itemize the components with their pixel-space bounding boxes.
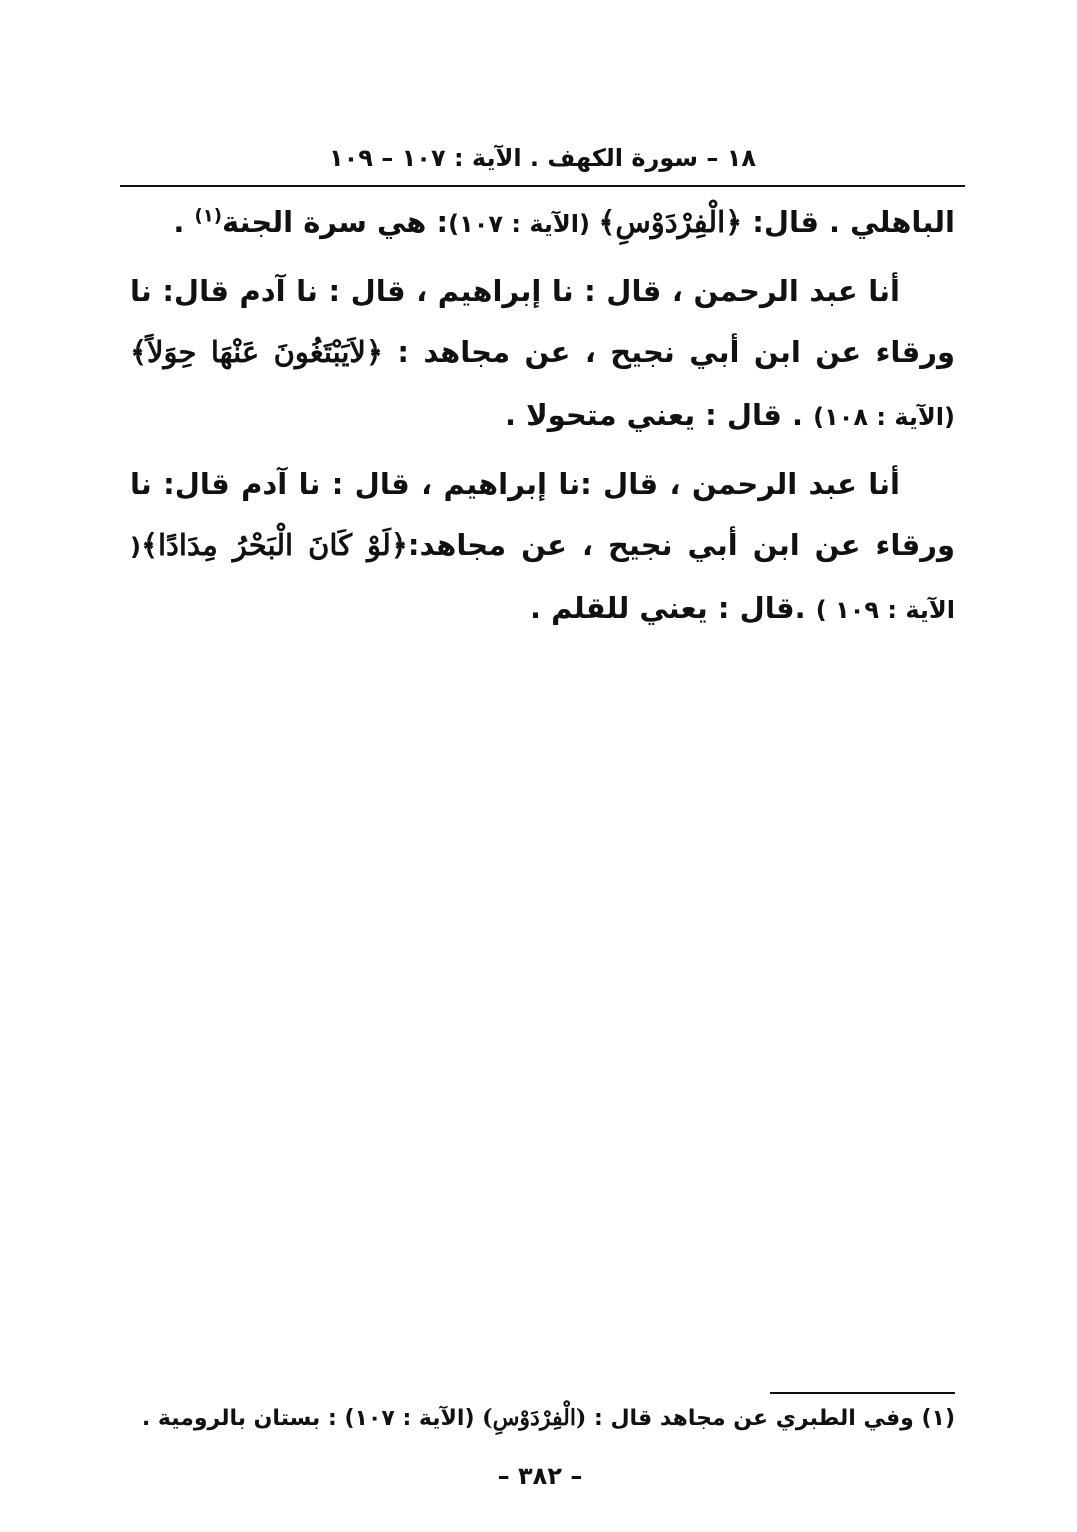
- paragraph-2-gloss: . قال : يعني متحولا .: [504, 398, 814, 432]
- verse-reference-109: ( الآية : ١٠٩ ): [130, 533, 955, 624]
- footnote-marker: (١): [194, 205, 222, 227]
- footnote-rule: [770, 1392, 955, 1394]
- footnote-verse-reference: (الآية : ١٠٧): [344, 1406, 483, 1431]
- quran-quote-firdaws: ﴿الْفِرْدَوْسِ﴾: [598, 205, 743, 239]
- paragraph-1-gloss: : هي سرة الجنة: [221, 205, 449, 239]
- quran-quote-hiwala: ﴿لاَيَبْتَغُونَ عَنْهَا حِوَلاً﴾: [130, 335, 383, 369]
- paragraph-1-end: .: [173, 205, 185, 239]
- running-title: ١٨ – سورة الكهف . الآية : ١٠٧ – ١٠٩: [328, 144, 757, 172]
- footnote-number: (١): [921, 1406, 955, 1431]
- footnote-gloss: : بستان بالرومية .: [141, 1406, 345, 1431]
- paragraph-2: [130, 261, 955, 448]
- page-number: – ٣٨٢ –: [497, 1462, 583, 1490]
- header-rule: [120, 185, 965, 187]
- footnote-quote: (الْفِرْدَوْسِ): [482, 1405, 587, 1431]
- footnote: [120, 1398, 955, 1439]
- paragraph-3: [130, 454, 955, 641]
- paragraph-2-isnad: أنا عبد الرحمن ، قال : نا إبراهيم ، قال : نا آدم قال: نا ورقاء عن ابن أبي نجيح ، عن مجاهد :: [130, 274, 955, 369]
- paragraph-3-isnad: أنا عبد الرحمن ، قال :نا إبراهيم ، قال : نا آدم قال: نا ورقاء عن ابن أبي نجيح ، عن مجاهد:: [130, 467, 955, 562]
- paragraph-1: [130, 192, 955, 255]
- footnote-intro: وفي الطبري عن مجاهد قال :: [586, 1406, 922, 1431]
- paragraph-1-intro: الباهلي . قال:: [742, 205, 955, 239]
- quran-quote-midad: ﴿لَوْ كَانَ الْبَحْرُ مِدَادًا﴾: [140, 528, 408, 562]
- main-text: [130, 192, 955, 641]
- verse-reference-107: (الآية : ١٠٧): [448, 210, 599, 238]
- paragraph-3-gloss: .قال : يعني للقلم .: [529, 591, 816, 625]
- verse-reference-108: (الآية : ١٠٨): [813, 403, 955, 431]
